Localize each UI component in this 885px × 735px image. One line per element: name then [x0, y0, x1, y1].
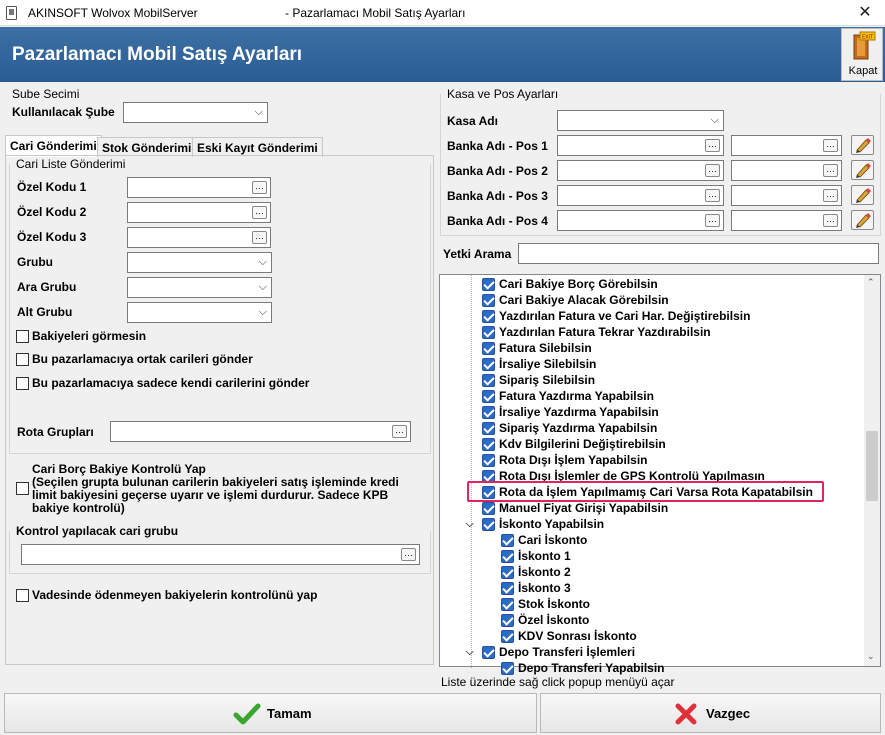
ozel-kodu-1-input[interactable] [127, 177, 271, 198]
pencil-icon [852, 186, 873, 204]
pos-4-account-input[interactable] [731, 210, 842, 231]
ellipsis-icon[interactable]: … [705, 139, 720, 152]
tree-item-checkbox[interactable] [482, 454, 495, 467]
borc-desc-line-2: limit bakiyesini geçerse uyarır ve işlemi durdurur. Sadece KPB [32, 488, 389, 502]
pos-1-bank-input[interactable] [557, 135, 724, 156]
tree-expand-icon[interactable]: ⌵ [466, 647, 474, 658]
tree-item-checkbox[interactable] [482, 406, 495, 419]
chevron-down-icon: ⌵ [258, 306, 267, 318]
tree-item-label: İskonto Yapabilsin [499, 517, 605, 531]
tree-item-checkbox[interactable] [501, 550, 514, 563]
ellipsis-icon[interactable]: … [823, 189, 838, 202]
borc-desc-line-1: (Seçilen grupta bulunan carilerin bakiyeleri satış işleminde kredi [32, 475, 399, 489]
tree-item-checkbox[interactable] [482, 358, 495, 371]
pos-2-edit-button[interactable] [851, 160, 874, 180]
vazgec-label: Vazgec [706, 706, 751, 721]
tree-item-label: Sipariş Yazdırma Yapabilsin [499, 421, 658, 435]
pencil-icon [852, 136, 873, 154]
chevron-down-icon: ⌵ [710, 114, 719, 126]
bakiye-checkbox[interactable] [16, 330, 29, 343]
tree-item-label: Fatura Silebilsin [499, 341, 592, 355]
tree-item-label: İrsaliye Yazdırma Yapabilsin [499, 405, 659, 419]
ellipsis-icon[interactable]: … [252, 181, 267, 194]
ellipsis-icon[interactable]: … [705, 214, 720, 227]
scroll-up-icon[interactable]: ⌃ [867, 277, 875, 287]
scroll-down-icon[interactable]: ⌄ [867, 651, 875, 661]
svg-text:EXIT: EXIT [861, 34, 874, 41]
cari-group-title: Cari Liste Gönderimi [16, 157, 126, 171]
ellipsis-icon[interactable]: … [705, 164, 720, 177]
ellipsis-icon[interactable]: … [252, 206, 267, 219]
window-title: - Pazarlamacı Mobil Satış Ayarları [285, 6, 466, 20]
exit-door-icon [851, 32, 875, 60]
borc-kontrol-checkbox[interactable] [16, 482, 29, 495]
pos-3-label: Banka Adı - Pos 3 [447, 189, 548, 203]
tree-item-checkbox[interactable] [501, 614, 514, 627]
yetki-arama-input[interactable] [518, 243, 879, 264]
tree-item-checkbox[interactable] [482, 502, 495, 515]
tree-item-label: Yazdırılan Fatura ve Cari Har. Değiştirebilsin [499, 309, 751, 323]
kendi-checkbox-label: Bu pazarlamacıya sadece kendi carilerini gönder [32, 376, 310, 390]
ozel-kodu-3-input[interactable] [127, 227, 271, 248]
tree-item-label: İrsaliye Silebilsin [499, 357, 597, 371]
app-icon [6, 6, 17, 20]
tree-item-checkbox[interactable] [482, 390, 495, 403]
pos-3-bank-input[interactable] [557, 185, 724, 206]
grubu-select[interactable] [127, 252, 272, 273]
vade-checkbox[interactable] [16, 589, 29, 602]
x-cancel-icon [674, 702, 698, 726]
tree-item-label: Rota Dışı İşlem Yapabilsin [499, 453, 648, 467]
pos-1-account-input[interactable] [731, 135, 842, 156]
ellipsis-icon[interactable]: … [823, 139, 838, 152]
ara-grubu-label: Ara Grubu [17, 280, 77, 294]
pos-1-label: Banka Adı - Pos 1 [447, 139, 548, 153]
ellipsis-icon[interactable]: … [401, 548, 416, 561]
tree-item-label: Rota da İşlem Yapılmamış Cari Varsa Rota Kapatabilsin [499, 485, 813, 499]
tree-hint: Liste üzerinde sağ click popup menüyü açar [441, 675, 675, 689]
kapat-label: Kapat [848, 65, 878, 77]
pos-1-edit-button[interactable] [851, 135, 874, 155]
yetki-arama-label: Yetki Arama [443, 247, 512, 261]
tree-item-checkbox[interactable] [482, 518, 495, 531]
check-icon [234, 703, 260, 725]
borc-kontrol-desc [32, 476, 399, 515]
permission-tree[interactable] [439, 274, 881, 675]
branch-label: Kullanılacak Şube [12, 105, 115, 119]
vade-checkbox-label: Vadesinde ödenmeyen bakiyelerin kontrolünü yap [32, 588, 318, 602]
tree-item-checkbox[interactable] [501, 534, 514, 547]
kapat-button[interactable] [841, 28, 883, 81]
tree-expand-icon[interactable]: ⌵ [466, 519, 474, 530]
tree-item-label: Cari İskonto [518, 533, 588, 547]
pos-3-account-input[interactable] [731, 185, 842, 206]
pos-2-label: Banka Adı - Pos 2 [447, 164, 548, 178]
pos-4-bank-input[interactable] [557, 210, 724, 231]
ozel-kodu-2-label: Özel Kodu 2 [17, 205, 87, 219]
tree-item-checkbox[interactable] [501, 662, 514, 675]
tree-item-checkbox[interactable] [482, 310, 495, 323]
kontrol-cari-grubu-input[interactable] [21, 544, 420, 565]
tree-item-checkbox[interactable] [501, 566, 514, 579]
ozel-kodu-1-label: Özel Kodu 1 [17, 180, 87, 194]
tree-scroll-thumb[interactable] [866, 431, 878, 501]
tree-item-checkbox[interactable] [482, 646, 495, 659]
tab-eski-kayit-gonderimi[interactable]: Eski Kayıt Gönderimi [192, 137, 323, 157]
ellipsis-icon[interactable]: … [823, 214, 838, 227]
tree-item-checkbox[interactable] [482, 422, 495, 435]
tab-cari-gonderimi[interactable]: Cari Gönderimi [5, 135, 102, 157]
bakiye-checkbox-label: Bakiyeleri görmesin [32, 329, 147, 343]
ortak-checkbox-label: Bu pazarlamacıya ortak carileri gönder [32, 352, 253, 366]
tree-item-label: Kdv Bilgilerini Değiştirebilsin [499, 437, 666, 451]
tree-item-label: İskonto 1 [518, 549, 571, 563]
ozel-kodu-2-input[interactable] [127, 202, 271, 223]
tree-guide-line [471, 275, 472, 668]
close-icon[interactable]: ✕ [858, 4, 872, 21]
pos-4-edit-button[interactable] [851, 210, 874, 230]
tree-item-checkbox[interactable] [482, 326, 495, 339]
tree-item-checkbox[interactable] [482, 294, 495, 307]
ara-grubu-select[interactable] [127, 277, 272, 298]
app-title: AKINSOFT Wolvox MobilServer [28, 6, 198, 20]
header-banner [0, 27, 885, 82]
borc-desc-line-3: bakiye kontrolü) [32, 501, 125, 515]
branch-select[interactable] [123, 102, 268, 123]
kendi-checkbox[interactable] [16, 377, 29, 390]
chevron-down-icon: ⌵ [258, 256, 267, 268]
ellipsis-icon[interactable]: … [252, 231, 267, 244]
chevron-down-icon: ⌵ [258, 281, 267, 293]
branch-group-title: Sube Secimi [12, 87, 80, 101]
tree-item-label: İskonto 2 [518, 565, 571, 579]
tree-item-label: Depo Transferi İşlemleri [499, 645, 636, 659]
tree-item-label: Depo Transferi Yapabilsin [518, 661, 665, 675]
tamam-button[interactable] [4, 693, 537, 733]
tree-item-checkbox[interactable] [482, 374, 495, 387]
pos-2-bank-input[interactable] [557, 160, 724, 181]
tree-item-checkbox[interactable] [501, 582, 514, 595]
tree-item-checkbox[interactable] [482, 278, 495, 291]
tree-item-label: Fatura Yazdırma Yapabilsin [499, 389, 654, 403]
pencil-icon [852, 161, 873, 179]
pos-4-label: Banka Adı - Pos 4 [447, 214, 548, 228]
ortak-checkbox[interactable] [16, 353, 29, 366]
kontrol-group-title: Kontrol yapılacak cari grubu [16, 524, 179, 538]
page-title: Pazarlamacı Mobil Satış Ayarları [12, 44, 303, 65]
kasa-group-title: Kasa ve Pos Ayarları [447, 87, 559, 101]
ellipsis-icon[interactable]: … [823, 164, 838, 177]
tree-item-label: Cari Bakiye Borç Görebilsin [499, 277, 658, 291]
ozel-kodu-3-label: Özel Kodu 3 [17, 230, 87, 244]
tree-item-label: Manuel Fiyat Girişi Yapabilsin [499, 501, 669, 515]
grubu-label: Grubu [17, 255, 53, 269]
ellipsis-icon[interactable]: … [705, 189, 720, 202]
tree-item-label: Yazdırılan Fatura Tekrar Yazdırabilsin [499, 325, 711, 339]
tree-item-checkbox[interactable] [482, 342, 495, 355]
borc-kontrol-title: Cari Borç Bakiye Kontrolü Yap [32, 462, 206, 476]
tamam-label: Tamam [267, 706, 312, 721]
tree-item-label: Cari Bakiye Alacak Görebilsin [499, 293, 669, 307]
tree-item-checkbox[interactable] [501, 630, 514, 643]
chevron-down-icon: ⌵ [254, 106, 263, 118]
kasa-adi-label: Kasa Adı [447, 114, 498, 128]
kasa-adi-select[interactable] [557, 110, 724, 131]
ellipsis-icon[interactable]: … [392, 425, 407, 438]
tree-item-label: Özel İskonto [518, 613, 590, 627]
highlight-box [467, 481, 824, 502]
pos-3-edit-button[interactable] [851, 185, 874, 205]
pencil-icon [852, 211, 873, 229]
tree-item-label: İskonto 3 [518, 581, 571, 595]
rota-gruplari-input[interactable] [110, 421, 411, 442]
tree-item-label: Stok İskonto [518, 597, 591, 611]
rota-gruplari-label: Rota Grupları [17, 425, 94, 439]
tree-item-label: Rota Dışı İşlemler de GPS Kontrolü Yapılmasın [499, 469, 765, 483]
tree-item-checkbox[interactable] [501, 598, 514, 611]
tree-item-checkbox[interactable] [482, 438, 495, 451]
tree-item-label: KDV Sonrası İskonto [518, 629, 637, 643]
tree-item-label: Sipariş Silebilsin [499, 373, 596, 387]
vazgec-button[interactable] [540, 693, 881, 733]
alt-grubu-label: Alt Grubu [17, 305, 73, 319]
pos-2-account-input[interactable] [731, 160, 842, 181]
tab-stok-gonderimi[interactable]: Stok Gönderimi [97, 137, 196, 157]
alt-grubu-select[interactable] [127, 302, 272, 323]
